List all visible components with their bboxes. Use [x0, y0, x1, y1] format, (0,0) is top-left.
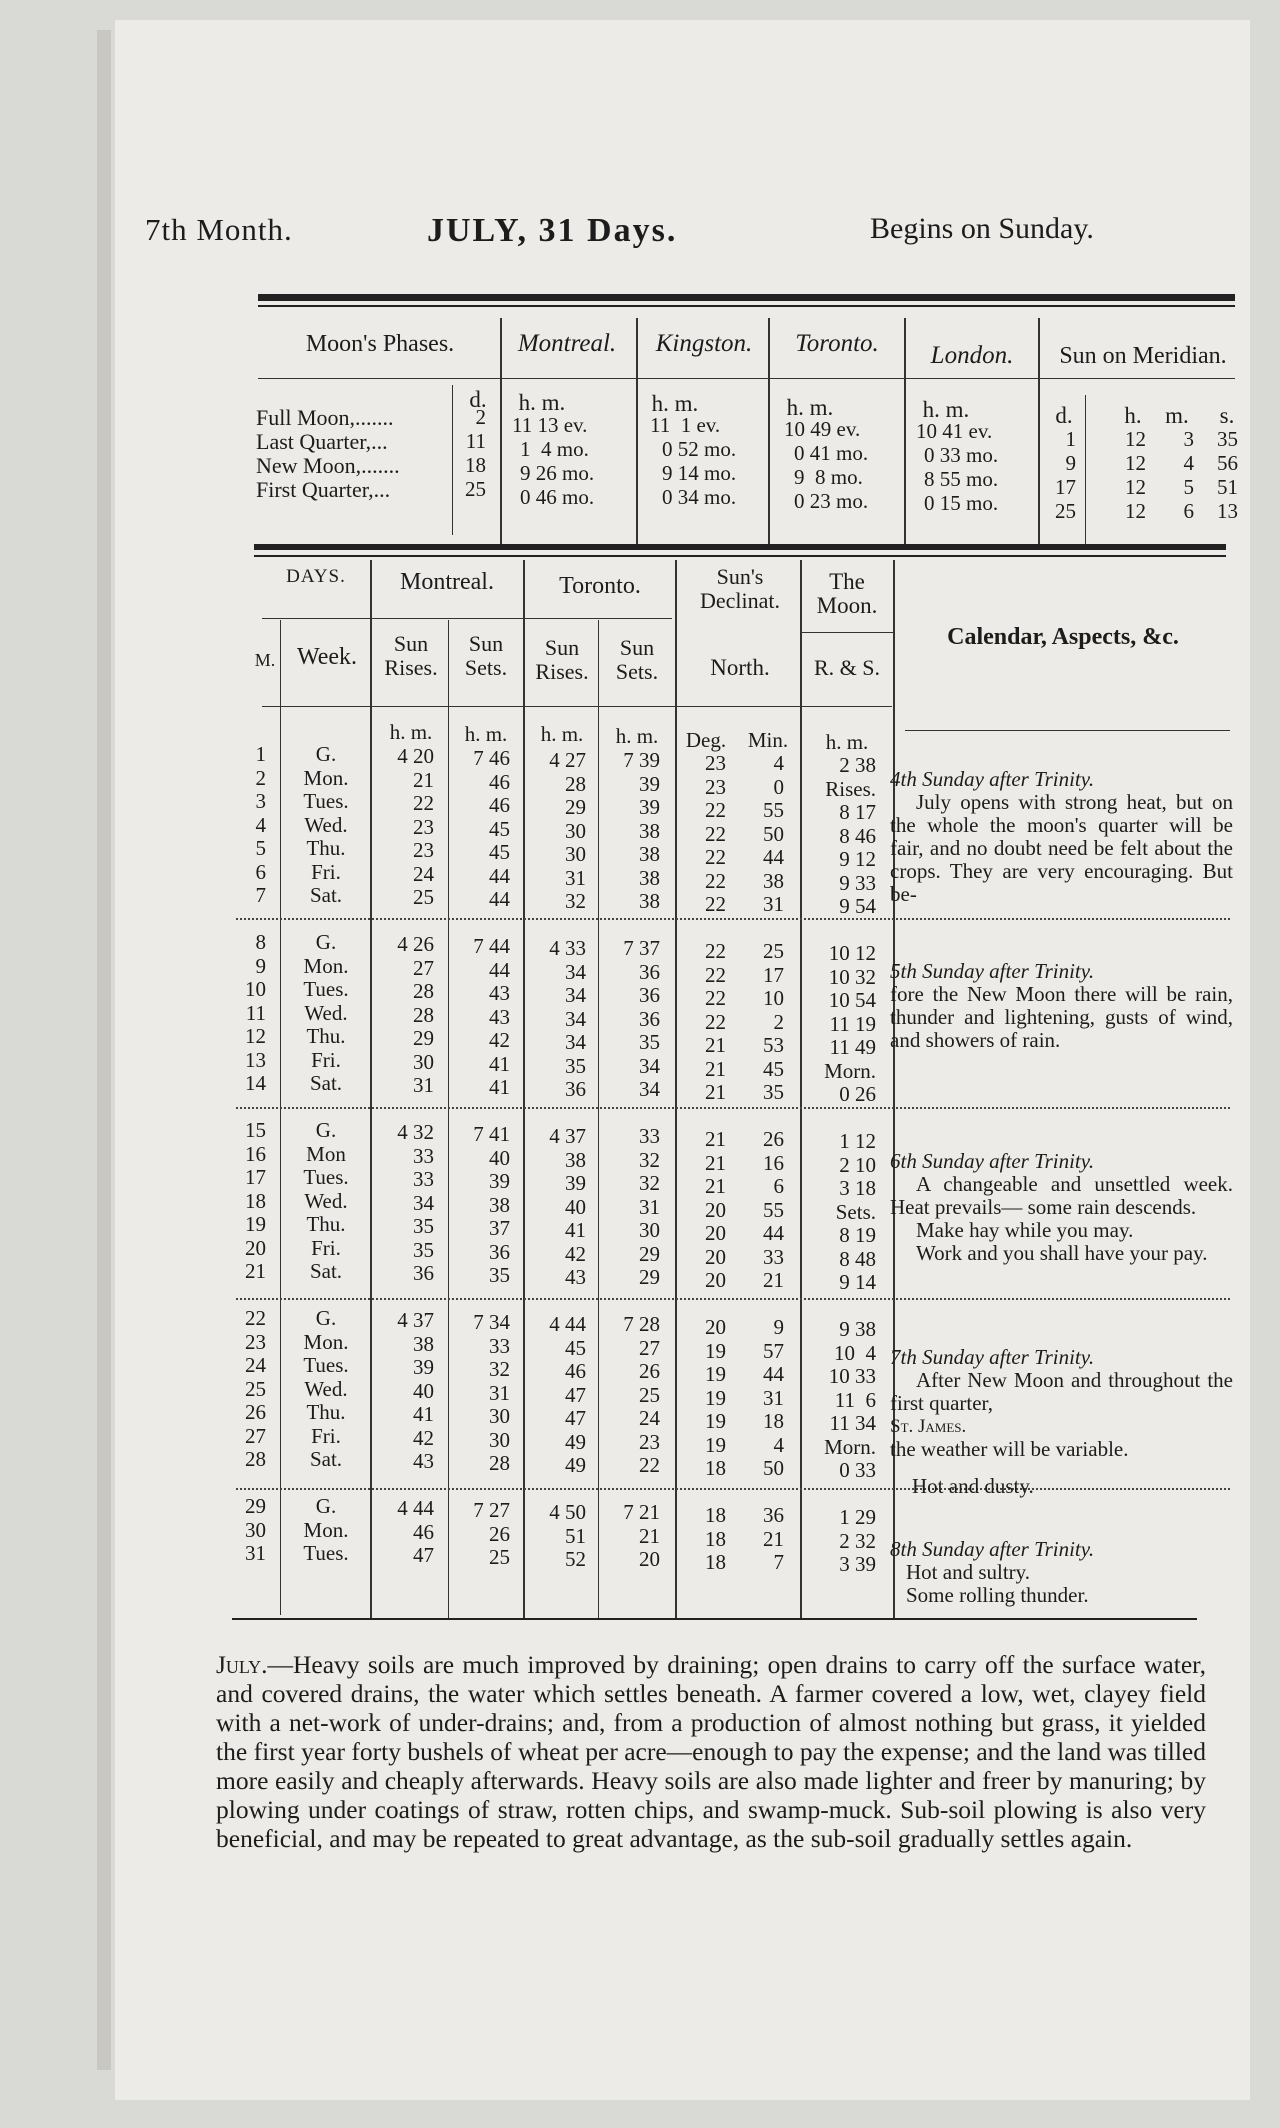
phase-kingston: 0 52 mo. — [662, 437, 737, 461]
top-rule-thick — [258, 294, 1235, 301]
phases-unit-hm: h. m. — [786, 395, 834, 420]
col-month-day: 1 2 3 4 5 6 7 8 9 10 11 12 13 14 15 16 17 18 19 20 21 22 23 24 25 26 27 28 29 30 31 — [245, 742, 266, 1565]
meridian-sec: 51 — [1217, 475, 1238, 499]
phase-day: 11 — [465, 429, 486, 453]
calendar-text: Work and you shall have your pay. — [916, 1241, 1208, 1265]
phase-day: 18 — [465, 453, 486, 477]
meridian-sec: 56 — [1217, 451, 1238, 475]
phases-unit-h: h. — [1124, 403, 1142, 428]
unit-hm: h. m. — [615, 724, 659, 748]
head-montreal: Montreal. — [400, 569, 494, 595]
calendar-text: July opens with strong heat, but on the whole the moon's quarter will be fair, and no doubt need be felt about the crops. They are very encouraging. But be- — [890, 790, 1233, 906]
phase-name: Full Moon,....... — [256, 405, 394, 430]
phase-kingston: 0 34 mo. — [662, 485, 737, 509]
sunday-label: 8th Sunday after Trinity. — [890, 1537, 1095, 1561]
meridian-day: 25 — [1055, 499, 1076, 523]
head-mtl-rises: Sun Rises. — [384, 631, 438, 680]
table-vline — [523, 560, 525, 1620]
phases-unit-m: m. — [1165, 403, 1189, 428]
table-head-rule — [262, 706, 892, 707]
calendar-week-5 — [890, 1538, 1233, 1607]
phases-unit-hm: h. m. — [922, 397, 970, 422]
meridian-day: 1 — [1065, 427, 1076, 451]
phase-day: 25 — [465, 477, 486, 501]
unit-hm: h. m. — [825, 730, 869, 754]
unit-min: Min. — [747, 728, 789, 752]
phase-london: 0 15 mo. — [924, 491, 999, 515]
meridian-day: 9 — [1065, 451, 1076, 475]
meridian-hour: 12 — [1125, 451, 1146, 475]
calendar-text: A changeable and unsettled week. Heat prevails— some rain descends. — [890, 1172, 1233, 1219]
begins-note: Begins on Sunday. — [870, 212, 1094, 245]
calendar-text: After New Moon and throughout the first quarter, — [890, 1368, 1233, 1415]
meridian-hour: 12 — [1125, 475, 1146, 499]
phases-vline — [500, 318, 502, 546]
meridian-min: 6 — [1183, 499, 1194, 523]
col-decl-deg: 23 23 22 22 22 22 22 22 22 22 22 21 21 21 21 21 21 20 20 20 20 20 19 19 19 19 19 18 18 18 18 — [705, 751, 726, 1574]
mid-rule-thick — [254, 544, 1226, 550]
calendar-text: fore the New Moon there will be rain, thunder and lightening, gusts of wind, and showers of rain. — [890, 982, 1233, 1052]
col-montreal-rises: 4 20 21 22 23 23 24 25 4 26 27 28 28 29 30 31 4 32 33 33 34 35 35 36 4 37 38 39 40 41 42 43 4 44 46 47 — [397, 744, 434, 1567]
col-montreal-sets: 7 46 46 46 45 45 44 44 7 44 44 43 43 42 41 41 7 41 40 39 38 37 36 35 7 34 33 32 31 30 30 28 7 27 26 25 — [473, 746, 510, 1569]
phase-kingston: 11 1 ev. — [650, 413, 721, 437]
phases-head-meridian: Sun on Meridian. — [1059, 343, 1227, 369]
phases-head-montreal: Montreal. — [517, 330, 617, 357]
unit-hm: h. m. — [540, 722, 584, 746]
head-m: M. — [254, 650, 276, 670]
calendar-text: Some rolling thunder. — [906, 1583, 1089, 1607]
calendar-text: Hot and dusty. — [912, 1474, 1034, 1498]
phases-head-kingston: Kingston. — [655, 330, 753, 357]
phase-day: 2 — [475, 405, 486, 429]
phase-toronto: 10 49 ev. — [784, 417, 861, 441]
phases-vline — [1038, 318, 1040, 546]
notes-body: —Heavy soils are much improved by draining; open drains to carry off the surface water, and covered drains, the water which settles beneath. A farmer covered a low, wet, clayey field with a net-work of under-drains; and, from a production of almost nothing but grass, it yielded the first year forty bushels of wheat per acre—enough to pay the expense; and the land was tilled more easily and cheaply afterwards. Heavy soils are also made lighter and freer by manuring; by plowing under coatings of straw, rotten chips, and swamp-muck. Sub-soil plowing is also very beneficial, and may be repeated to great advantage, as the sub-soil gradually settles again. — [216, 1650, 1206, 1853]
calendar-text: the weather will be variable. — [890, 1437, 1129, 1461]
phases-head-london: London. — [930, 342, 1014, 369]
head-moon: The Moon. — [816, 569, 878, 618]
table-vline — [370, 560, 372, 1620]
phase-name: Last Quarter,... — [256, 429, 388, 454]
head-north: North. — [710, 655, 770, 680]
phases-head-toronto: Toronto. — [795, 330, 879, 357]
phases-vline — [768, 318, 770, 546]
phases-unit-hm: h. m. — [651, 391, 699, 416]
head-toronto: Toronto. — [559, 573, 641, 599]
col-toronto-sets: 7 39 39 39 38 38 38 38 7 37 36 36 36 35 34 34 33 32 32 31 30 29 29 7 28 27 26 25 24 23 22 7 21 21 20 — [623, 748, 660, 1571]
col-moon-rs: 2 38 Rises. 8 17 8 46 9 12 9 33 9 54 10 12 10 32 10 54 11 19 11 49 Morn. 0 26 1 12 2 10 3 18 Sets. 8 19 8 48 9 14 9 38 10 4 10 33 11 6 11 34 Morn. 0 33 1 29 2 32 3 39 — [824, 753, 876, 1576]
head-days: DAYS. — [286, 566, 346, 587]
week-separator — [236, 1107, 1230, 1109]
sunday-label: 6th Sunday after Trinity. — [890, 1149, 1095, 1173]
phases-vline — [904, 318, 906, 546]
col-toronto-rises: 4 27 28 29 30 30 31 32 4 33 34 34 34 34 35 36 4 37 38 39 40 41 42 43 4 44 45 46 47 47 49 49 4 50 51 52 — [549, 748, 586, 1571]
mid-rule-thin — [254, 555, 1226, 557]
phase-montreal: 0 46 mo. — [520, 485, 595, 509]
table-head-rule — [372, 618, 672, 619]
meridian-sec: 35 — [1217, 427, 1238, 451]
sunday-label: 4th Sunday after Trinity. — [890, 767, 1095, 791]
month-number: 7th Month. — [145, 212, 293, 247]
calendar-text: Make hay while you may. — [916, 1218, 1134, 1242]
calendar-week-1 — [890, 768, 1233, 906]
calendar-week-2 — [890, 960, 1233, 1052]
top-rule-thin — [258, 305, 1235, 307]
phases-head: Moon's Phases. — [305, 331, 455, 357]
notes-lead: July. — [216, 1650, 268, 1679]
meridian-hour: 12 — [1125, 427, 1146, 451]
phase-london: 8 55 mo. — [924, 467, 999, 491]
table-head-rule — [800, 632, 893, 633]
col-week-day: G. Mon. Tues. Wed. Thu. Fri. Sat. G. Mon. Tues. Wed. Thu. Fri. Sat. G. Mon Tues. Wed. Thu. Fri. Sat. G. Mon. Tues. Wed. Thu. Fri. Sat. G. Mon. Tues. — [303, 742, 349, 1565]
phases-vline — [1085, 395, 1086, 545]
meridian-hour: 12 — [1125, 499, 1146, 523]
monthly-notes — [216, 1650, 1206, 1853]
phases-unit-s: s. — [1219, 403, 1235, 428]
table-vline — [448, 620, 449, 1618]
meridian-sec: 13 — [1217, 499, 1238, 523]
phase-london: 0 33 mo. — [924, 443, 999, 467]
calendar-week-3 — [890, 1150, 1233, 1265]
phase-toronto: 9 8 mo. — [794, 465, 863, 489]
head-tor-sets: Sun Sets. — [615, 635, 659, 684]
meridian-min: 3 — [1183, 427, 1194, 451]
head-mtl-sets: Sun Sets. — [464, 631, 508, 680]
table-vline — [598, 620, 599, 1618]
meridian-day: 17 — [1055, 475, 1076, 499]
phases-vline — [636, 318, 638, 546]
meridian-min: 5 — [1183, 475, 1194, 499]
week-separator — [236, 918, 1230, 920]
phase-kingston: 9 14 mo. — [662, 461, 737, 485]
calendar-week-4 — [890, 1346, 1233, 1498]
page-title: JULY, 31 Days. — [427, 212, 678, 249]
head-declination: Sun's Declinat. — [699, 564, 781, 613]
head-week: Week. — [296, 644, 358, 670]
unit-hm: h. m. — [464, 722, 508, 746]
head-tor-rises: Sun Rises. — [535, 635, 589, 684]
sunday-label: 7th Sunday after Trinity. — [890, 1345, 1095, 1369]
col-decl-min: 4 0 55 50 44 38 31 25 17 10 2 53 45 35 26 16 6 55 44 33 21 9 57 44 31 18 4 50 36 21 7 — [763, 751, 784, 1574]
phase-montreal: 1 4 mo. — [520, 437, 589, 461]
table-vline — [280, 620, 281, 1615]
calendar-text: Hot and sultry. — [906, 1560, 1031, 1584]
phases-unit-d2: d. — [1055, 403, 1073, 428]
head-rs: R. & S. — [813, 655, 881, 680]
phase-toronto: 0 23 mo. — [794, 489, 869, 513]
table-vline — [800, 560, 802, 1620]
phases-head-rule — [258, 378, 1235, 379]
bottom-rule — [232, 1618, 1197, 1620]
table-head-rule — [262, 618, 372, 619]
phase-montreal: 11 13 ev. — [512, 413, 588, 437]
week-separator — [236, 1298, 1230, 1300]
phase-name: New Moon,....... — [256, 453, 400, 478]
table-head-rule — [905, 730, 1230, 731]
phase-london: 10 41 ev. — [916, 419, 993, 443]
table-vline — [675, 560, 677, 1620]
sunday-label: 5th Sunday after Trinity. — [890, 959, 1095, 983]
unit-deg: Deg. — [685, 728, 727, 752]
unit-hm: h. m. — [389, 720, 433, 744]
meridian-min: 4 — [1183, 451, 1194, 475]
phase-name: First Quarter,... — [256, 477, 391, 502]
phase-montreal: 9 26 mo. — [520, 461, 595, 485]
head-calendar: Calendar, Aspects, &c. — [947, 624, 1179, 650]
phases-unit-hm: h. m. — [518, 390, 566, 415]
phase-toronto: 0 41 mo. — [794, 441, 869, 465]
phases-unit-d: d. — [469, 387, 487, 412]
saint-day: St. James. — [890, 1416, 967, 1437]
